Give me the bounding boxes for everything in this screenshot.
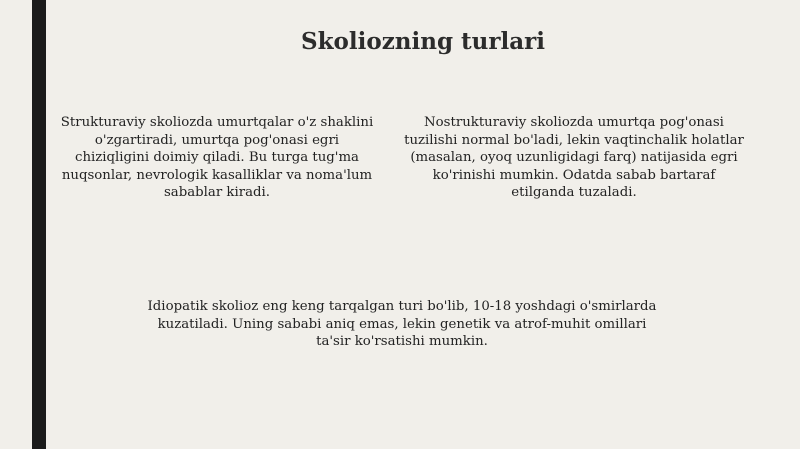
paragraph-nonstructural: Nostrukturaviy skoliozda umurtqa pog'onasi tuzilishi normal bo'ladi, lekin vaqtinchalik holatlar (masalan, oyoq uzunligidagi farq) natijasida egri ko'rinishi mumkin. Odatda sabab bartaraf etilganda tuzaladi. — [404, 115, 744, 200]
paragraph-structural: Strukturaviy skoliozda umurtqalar o'z shaklini o'zgartiradi, umurtqa pog'onasi egri chiziqligini doimiy qiladi. Bu turga tug'ma nuqsonlar, nevrologik kasalliklar va noma'lum sabablar kiradi. — [60, 115, 374, 200]
paragraph-idiopathic: Idiopatik skolioz eng keng tarqalgan turi bo'lib, 10-18 yoshdagi o'smirlarda kuzatiladi. Uning sababi aniq emas, lekin genetik va atrof-muhit omillari ta'sir ko'rsatishi mumkin. — [147, 299, 657, 349]
slide-title: Skoliozning turlari — [301, 28, 545, 55]
left-accent-bar — [32, 0, 46, 449]
